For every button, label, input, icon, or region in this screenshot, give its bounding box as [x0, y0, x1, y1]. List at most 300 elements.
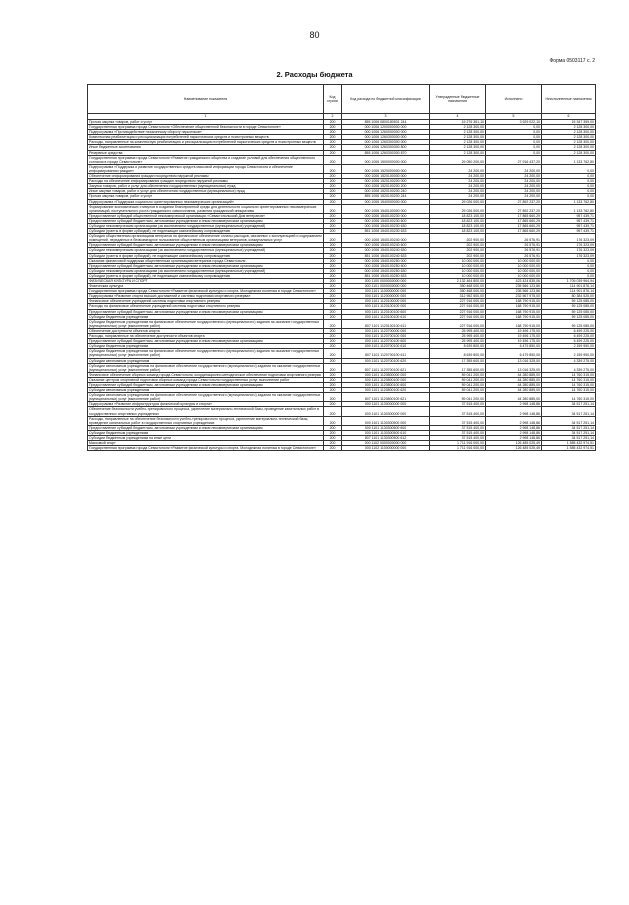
unexecuted-cell: 59 125 085,00	[542, 319, 596, 328]
column-number: 3	[342, 114, 430, 120]
indicator-name-cell: Расходы, направленные на обеспечение безопасности учебно-тренировочного процесса, укрепление материально-технической базы, проведение капитальных работ в государственных спортивных учреждениях	[88, 416, 324, 425]
approved-cell: 59 041 200,00	[430, 393, 486, 402]
line-code-cell: 200	[324, 150, 342, 155]
approved-cell: 1 711 916 000,00	[430, 441, 486, 446]
executed-cell: 24 200,00	[486, 179, 542, 184]
expenditure-table	[87, 84, 596, 451]
unexecuted-cell: 15 347 359,00	[542, 120, 596, 125]
column-number: 5	[486, 114, 542, 120]
line-code-cell: 200	[324, 309, 342, 314]
line-code-cell: 200	[324, 363, 342, 372]
unexecuted-cell: 0,00	[542, 263, 596, 268]
classification-code-cell: 000 1006 1540100240 600	[342, 243, 430, 248]
line-code-cell: 200	[324, 248, 342, 253]
approved-cell: 29 026 000,00	[430, 204, 486, 213]
table-row	[88, 155, 596, 164]
indicator-name-cell: Субсидии автономным учреждениям	[88, 358, 324, 363]
indicator-name-cell: ФИЗИЧЕСКАЯ КУЛЬТУРА И СПОРТ	[88, 279, 324, 284]
line-code-cell: 200	[324, 334, 342, 339]
classification-code-cell: 000 1006 1520100200 200	[342, 184, 430, 189]
unexecuted-cell: 957 439,71	[542, 229, 596, 234]
column-number: 6	[542, 114, 596, 120]
indicator-name-cell: Предоставление субсидий бюджетным, автономным учреждениям и иным некоммерческим организациям	[88, 243, 324, 248]
approved-cell: 8 639 800,00	[430, 349, 486, 358]
indicator-name-cell: Подпрограмма «Поддержка социально ориентированных некоммерческих организаций»	[88, 199, 324, 204]
unexecuted-cell: 34 517 251,14	[542, 436, 596, 441]
unexecuted-cell: 2 128 300,00	[542, 145, 596, 150]
indicator-name-cell: Субсидии (гранты в форме субсидий), не подлежащие казначейскому сопровождению	[88, 273, 324, 278]
unexecuted-cell: 2 128 300,00	[542, 140, 596, 145]
line-code-cell: 200	[324, 234, 342, 243]
approved-cell: 10 000 000,00	[430, 258, 486, 263]
unexecuted-cell: 0,00	[542, 189, 596, 194]
executed-cell: 26 576,91	[486, 253, 542, 258]
unexecuted-cell: 0,00	[542, 258, 596, 263]
table-header-row	[88, 85, 596, 114]
classification-code-cell: 000 1101 1130300000 000	[342, 407, 430, 416]
table-row	[88, 416, 596, 425]
indicator-name-cell: Массовый спорт	[88, 441, 324, 446]
approved-cell: 10 000 000,00	[430, 273, 486, 278]
executed-cell: 2 998 148,86	[486, 436, 542, 441]
indicator-name-cell: Подпрограмма «Развитие инфраструктуры физической культуры и спорта»	[88, 402, 324, 407]
classification-code-cell: 807 1101 1120100100 611	[342, 319, 430, 328]
unexecuted-cell: 0,00	[542, 194, 596, 199]
classification-code-cell: 000 1006 1520100200 240	[342, 189, 430, 194]
indicator-name-cell: Субсидии бюджетным учреждениям на финансовое обеспечение государственного (муниципального) задания на оказание государственных (муниципальных) услуг (выполнение работ)	[88, 349, 324, 358]
executed-cell: 0,00	[486, 150, 542, 155]
indicator-name-cell: Расходы, направленные на комплексную реабилитацию и ресоциализацию потребителей наркотических средств и психотропных веществ	[88, 140, 324, 145]
line-code-cell: 200	[324, 294, 342, 299]
classification-code-cell: 851 1006 1540100240 633	[342, 253, 430, 258]
unexecuted-cell: 0,00	[542, 164, 596, 173]
line-code-cell: 200	[324, 441, 342, 446]
executed-cell: 0,00	[486, 135, 542, 140]
unexecuted-cell: 34 517 251,14	[542, 425, 596, 430]
executed-cell: 17 865 660,29	[486, 229, 542, 234]
indicator-name-cell: Предоставление субсидий бюджетным, автономным учреждениям и иным некоммерческим организациям	[88, 382, 324, 387]
unexecuted-cell: 34 517 251,14	[542, 402, 596, 407]
unexecuted-cell: 176 323,09	[542, 234, 596, 243]
line-code-cell: 200	[324, 229, 342, 234]
classification-code-cell: 000 1006 1260000000 000	[342, 130, 430, 135]
classification-code-cell: 000 1101 1120100100 000	[342, 304, 430, 309]
approved-cell: 2 132 464 800,00	[430, 279, 486, 284]
executed-cell: 168 790 915,00	[486, 304, 542, 309]
classification-code-cell: 000 1100 0000000000 000	[342, 279, 430, 284]
line-code-cell: 200	[324, 416, 342, 425]
line-code-cell: 200	[324, 243, 342, 248]
indicator-name-cell: Государственная программа города Севастополя «Развитие физической культуры и спорта. Молодежная политика в городе Севастополе»	[88, 446, 324, 451]
unexecuted-cell: 0,00	[542, 268, 596, 273]
indicator-name-cell: Субсидии некоммерческим организациям (за исключением государственных (муниципальных) учреждений)	[88, 248, 324, 253]
unexecuted-cell: 2 159 950,00	[542, 349, 596, 358]
executed-cell: 24 200,00	[486, 164, 542, 173]
classification-code-cell: 000 1101 1120000000 000	[342, 294, 430, 299]
approved-cell: 202 900,00	[430, 253, 486, 258]
approved-cell: 18 823 100,00	[430, 223, 486, 228]
executed-cell: 27 916 437,20	[486, 155, 542, 164]
approved-cell: 25 995 400,00	[430, 328, 486, 333]
line-code-cell: 200	[324, 407, 342, 416]
line-code-cell: 200	[324, 402, 342, 407]
classification-code-cell: 000 1101 1120100100 610	[342, 314, 430, 319]
line-code-cell: 200	[324, 268, 342, 273]
approved-cell: 2 128 300,00	[430, 145, 486, 150]
classification-code-cell: 000 1102 1100000000 000	[342, 446, 430, 451]
approved-cell: 227 916 000,00	[430, 309, 486, 314]
executed-cell: 168 790 915,00	[486, 309, 542, 314]
classification-code-cell: 807 1101 1120800100 621	[342, 393, 430, 402]
approved-cell: 2 128 300,00	[430, 130, 486, 135]
indicator-name-cell: Прочая закупка товаров, работ и услуг	[88, 120, 324, 125]
unexecuted-cell: 34 517 251,14	[542, 430, 596, 435]
executed-cell: 6 479 850,00	[486, 349, 542, 358]
unexecuted-cell: 1 585 432 974,51	[542, 446, 596, 451]
classification-code-cell: 000 1101 1120800100 000	[342, 377, 430, 382]
indicator-name-cell: Подпрограмма «Развитие спорта высших достижений и системы подготовки спортивного резерва»	[88, 294, 324, 299]
unexecuted-cell: 2 128 300,00	[542, 130, 596, 135]
classification-code-cell: 000 1006 1540100230 600	[342, 218, 430, 223]
executed-cell: 2 998 148,86	[486, 407, 542, 416]
indicator-name-cell: Государственная программа города Севастополя «Развитие гражданского общества и создание условий для обеспечения общественного согласия в городе Севастополе»	[88, 155, 324, 164]
header-executed: Исполнено	[486, 85, 542, 114]
indicator-name-cell: Субсидии бюджетным учреждениям	[88, 344, 324, 349]
approved-cell: 24 200,00	[430, 179, 486, 184]
indicator-name-cell: Субсидия общественным организациям ветеранов на финансовое обеспечение оплаты расходов, связанных с эксплуатацией и содержанием помещений, переданных в безвозмездное пользование общественным организациям ветеранов, коммунальных услуг	[89, 234, 322, 243]
executed-cell: 24 200,00	[486, 189, 542, 194]
table-row	[88, 234, 596, 243]
classification-code-cell: 000 1101 1130300500 600	[342, 425, 430, 430]
executed-cell: 19 496 175,00	[486, 339, 542, 344]
classification-code-cell: 000 1101 1130000000 000	[342, 402, 430, 407]
classification-code-cell: 855 1006 1260300300 870	[342, 150, 430, 155]
indicator-name-cell: Предоставление субсидий бюджетным, автономным учреждениям и иным некоммерческим организациям	[88, 218, 324, 223]
table-row	[88, 363, 596, 372]
line-code-cell: 200	[324, 155, 342, 164]
unexecuted-cell: 1 133 762,80	[542, 199, 596, 204]
executed-cell: 0,00	[486, 125, 542, 130]
unexecuted-cell: 4 339 275,00	[542, 358, 596, 363]
classification-code-cell: 000 1101 1100000000 000	[342, 289, 430, 294]
executed-cell: 13 016 325,00	[486, 363, 542, 372]
indicator-name-cell: Субсидии бюджетным учреждениям на иные цели	[88, 436, 324, 441]
approved-cell: 17 355 600,00	[430, 358, 486, 363]
approved-cell: 25 995 400,00	[430, 334, 486, 339]
indicator-name-cell: Оказание финансовой поддержки общественным организациям ветеранов города Севастополя	[88, 258, 324, 263]
classification-code-cell: 000 1101 1120100100 600	[342, 309, 430, 314]
unexecuted-cell: 176 323,09	[542, 253, 596, 258]
approved-cell: 350 468 000,00	[430, 289, 486, 294]
line-code-cell: 200	[324, 164, 342, 173]
classification-code-cell: 000 1101 1130300500 610	[342, 430, 430, 435]
line-code-cell: 200	[324, 125, 342, 130]
classification-code-cell: 000 1006 1540100240 630	[342, 248, 430, 253]
classification-code-cell: 000 1006 1540100240 000	[342, 234, 430, 243]
approved-cell: 202 900,00	[430, 234, 486, 243]
indicator-name-cell: Субсидии некоммерческим организациям (за исключением государственных (муниципальных) учреждений)	[88, 268, 324, 273]
unexecuted-cell: 2 128 300,00	[542, 135, 596, 140]
line-code-cell: 200	[324, 328, 342, 333]
indicator-name-cell: Оказание центром спортивной подготовки сборных команд города Севастополя государственных услуг, выполнение работ	[88, 377, 324, 382]
classification-code-cell: 000 1006 1540000000 000	[342, 199, 430, 204]
approved-cell: 25 995 400,00	[430, 339, 486, 344]
unexecuted-cell: 0,00	[542, 174, 596, 179]
table-row	[88, 204, 596, 213]
executed-cell: 17 865 660,29	[486, 213, 542, 218]
classification-code-cell: 000 1006 1520100200 000	[342, 179, 430, 184]
unexecuted-cell: 14 760 315,00	[542, 388, 596, 393]
executed-cell: 10 000 000,00	[486, 263, 542, 268]
indicator-name-cell: Субсидии бюджетным учреждениям	[88, 314, 324, 319]
line-code-cell: 200	[324, 339, 342, 344]
executed-cell: 44 280 885,00	[486, 393, 542, 402]
line-code-cell: 200	[324, 213, 342, 218]
classification-code-cell: 000 1101 1120800000 000	[342, 372, 430, 377]
classification-code-cell: 000 1101 1120800100 620	[342, 388, 430, 393]
executed-cell: 235 566 123,86	[486, 284, 542, 289]
unexecuted-cell: 6 499 225,00	[542, 339, 596, 344]
approved-cell: 37 515 400,00	[430, 430, 486, 435]
header-approved: Утвержденные бюджетные назначения	[430, 85, 486, 114]
indicator-name-cell: Государственная программа города Севастополя «Развитие физической культуры и спорта. Молодежная политика в городе Севастополе»	[88, 289, 324, 294]
classification-code-cell: 851 1006 1540100230 633	[342, 229, 430, 234]
indicator-name-cell: Формирование экономических стимулов в создании благоприятной среды для деятельности социально ориентированных некоммерческих организаций, поступательного роста гражданского самосознания, развития гражданской инициативы	[88, 204, 324, 213]
approved-cell: 37 515 400,00	[430, 425, 486, 430]
classification-code-cell: 000 1101 1120700100 620	[342, 358, 430, 363]
line-code-cell: 200	[324, 377, 342, 382]
line-code-cell: 200	[324, 273, 342, 278]
table-row	[88, 349, 596, 358]
table-row	[88, 407, 596, 416]
indicator-name-cell: Подпрограмма «Поддержка и развитие государственных средств массовой информации города Севастополя и обеспечение информирования граждан»	[88, 164, 324, 173]
indicator-name-cell: Предоставление субсидий бюджетным, автономным учреждениям и иным некоммерческим организациям	[88, 339, 324, 344]
indicator-name-cell: Субсидии бюджетным учреждениям	[88, 430, 324, 435]
approved-cell: 227 916 000,00	[430, 304, 486, 309]
unexecuted-cell: 14 760 315,00	[542, 372, 596, 377]
indicator-name-cell: Подпрограмма «Противодействие незаконному обороту наркотиков»	[88, 130, 324, 135]
approved-cell: 202 900,00	[430, 243, 486, 248]
approved-cell: 2 128 300,00	[430, 135, 486, 140]
executed-cell: 27 892 237,20	[486, 199, 542, 204]
executed-cell: 24 200,00	[486, 184, 542, 189]
executed-cell: 44 280 885,00	[486, 377, 542, 382]
approved-cell: 10 000 000,00	[430, 263, 486, 268]
line-code-cell: 200	[324, 179, 342, 184]
executed-cell: 24 200,00	[486, 194, 542, 199]
line-code-cell: 200	[324, 344, 342, 349]
approved-cell: 24 200,00	[430, 194, 486, 199]
classification-code-cell: 000 1101 1120700000 000	[342, 328, 430, 333]
line-code-cell: 200	[324, 279, 342, 284]
indicator-name-cell: Физическая культура	[88, 284, 324, 289]
line-code-cell: 200	[324, 145, 342, 150]
executed-cell: 13 016 325,00	[486, 358, 542, 363]
indicator-name-cell: Субсидии автономным учреждениям на финансовое обеспечение государственного (муниципального) задания на оказание государственных (муниципальных) услуг (выполнение работ)	[88, 363, 324, 372]
indicator-name-cell: Предоставление субсидий общественной некоммерческой организации «Севастопольский Дом ветеранов»	[88, 213, 324, 218]
executed-cell: 423 424 835,06	[486, 279, 542, 284]
table-row	[88, 319, 596, 328]
executed-cell: 17 865 660,29	[486, 223, 542, 228]
line-code-cell: 200	[324, 393, 342, 402]
approved-cell: 37 515 400,00	[430, 402, 486, 407]
line-code-cell: 200	[324, 135, 342, 140]
approved-cell: 59 041 200,00	[430, 372, 486, 377]
executed-cell: 17 865 660,29	[486, 218, 542, 223]
classification-code-cell: 000 1006 1540100250 000	[342, 258, 430, 263]
page-number: 80	[309, 30, 320, 40]
executed-cell: 0,00	[486, 145, 542, 150]
line-code-cell: 200	[324, 223, 342, 228]
header-classification-code: Код расхода по бюджетной классификации	[342, 85, 430, 114]
executed-cell: 6 479 850,00	[486, 344, 542, 349]
unexecuted-cell: 1 585 432 974,51	[542, 441, 596, 446]
executed-cell: 2 998 148,86	[486, 430, 542, 435]
unexecuted-cell: 957 439,71	[542, 218, 596, 223]
line-code-cell: 200	[324, 184, 342, 189]
column-number: 1	[88, 114, 324, 120]
approved-cell: 37 515 400,00	[430, 407, 486, 416]
approved-cell: 24 200,00	[430, 174, 486, 179]
unexecuted-cell: 6 499 225,00	[542, 328, 596, 333]
approved-cell: 227 916 000,00	[430, 319, 486, 328]
approved-cell: 29 026 000,00	[430, 199, 486, 204]
classification-code-cell: 000 1101 1120700100 600	[342, 339, 430, 344]
unexecuted-cell: 59 125 085,00	[542, 299, 596, 304]
classification-code-cell: 807 1101 1120700100 621	[342, 363, 430, 372]
unexecuted-cell: 59 125 085,00	[542, 314, 596, 319]
classification-code-cell: 000 1006 1260300300 000	[342, 140, 430, 145]
line-code-cell: 200	[324, 358, 342, 363]
approved-cell: 2 128 300,00	[430, 150, 486, 155]
table-row	[88, 164, 596, 173]
approved-cell: 312 952 500,00	[430, 294, 486, 299]
executed-cell: 27 892 237,20	[486, 204, 542, 213]
unexecuted-cell: 1 133 762,80	[542, 204, 596, 213]
classification-code-cell: 000 1006 1540100000 000	[342, 204, 430, 213]
approved-cell: 29 050 200,00	[430, 155, 486, 164]
indicator-name-cell: Иные закупки товаров, работ и услуг для обеспечения государственных (муниципальных) нужд	[88, 189, 324, 194]
line-code-cell: 200	[324, 349, 342, 358]
classification-code-cell: 000 1006 1200000000 000	[342, 125, 430, 130]
classification-code-cell: 000 1101 1130300500 000	[342, 416, 430, 425]
executed-cell: 2 998 148,86	[486, 402, 542, 407]
approved-cell: 17 355 600,00	[430, 363, 486, 372]
classification-code-cell: 000 1101 1120700100 000	[342, 334, 430, 339]
form-code: Форма 0503117 с. 2	[549, 58, 595, 64]
line-code-cell: 200	[324, 130, 342, 135]
executed-cell: 2 998 148,86	[486, 425, 542, 430]
approved-cell: 202 900,00	[430, 248, 486, 253]
unexecuted-cell: 59 125 085,00	[542, 309, 596, 314]
executed-cell: 232 567 975,00	[486, 294, 542, 299]
header-line-code: Код строки	[324, 85, 342, 114]
executed-cell: 3 929 022,10	[486, 120, 542, 125]
indicator-name-cell: Расходы на финансовое обеспечение учреждений системы подготовки спортивного резерва	[88, 304, 324, 309]
line-code-cell: 200	[324, 174, 342, 179]
classification-code-cell: 000 1006 1540100250 600	[342, 263, 430, 268]
section-title: 2. Расходы бюджета	[276, 70, 353, 79]
line-code-cell: 200	[324, 284, 342, 289]
executed-cell: 19 496 175,00	[486, 334, 542, 339]
line-code-cell: 200	[324, 425, 342, 430]
executed-cell: 44 280 885,00	[486, 382, 542, 387]
classification-code-cell: 000 1006 1520000000 000	[342, 164, 430, 173]
classification-code-cell: 000 1006 1540100250 630	[342, 268, 430, 273]
indicator-name-cell: Расходы, направленные на обеспечение доступности объектов спорта	[88, 334, 324, 339]
unexecuted-cell: 4 339 275,00	[542, 363, 596, 372]
classification-code-cell: 855 1006 0800180501 244	[342, 120, 430, 125]
executed-cell: 19 496 175,00	[486, 328, 542, 333]
executed-cell: 168 790 915,00	[486, 319, 542, 328]
approved-cell: 19 276 361,10	[430, 120, 486, 125]
classification-code-cell: 851 1006 1540100250 633	[342, 273, 430, 278]
approved-cell: 24 200,00	[430, 164, 486, 173]
indicator-name-cell: Субсидии автономным учреждениям на финансовое обеспечение государственного (муниципального) задания на оказание государственных (муниципальных) услуг (выполнение работ)	[88, 393, 324, 402]
approved-cell: 18 823 100,00	[430, 213, 486, 218]
unexecuted-cell: 14 760 315,00	[542, 382, 596, 387]
executed-cell: 168 790 915,00	[486, 314, 542, 319]
indicator-name-cell: Субсидии (гранты в форме субсидий), не подлежащие казначейскому сопровождению	[88, 253, 324, 258]
line-code-cell: 200	[324, 314, 342, 319]
unexecuted-cell: 957 439,71	[542, 223, 596, 228]
line-code-cell: 200	[324, 304, 342, 309]
line-code-cell: 200	[324, 263, 342, 268]
indicator-name-cell: Предоставление субсидий бюджетным, автономным учреждениям и иным некоммерческим организациям	[88, 263, 324, 268]
indicator-name-cell: Закупка товаров, работ и услуг для обеспечения государственных (муниципальных) нужд	[88, 184, 324, 189]
table-row	[88, 393, 596, 402]
unexecuted-cell: 2 159 950,00	[542, 344, 596, 349]
line-code-cell: 200	[324, 299, 342, 304]
line-code-cell: 200	[324, 446, 342, 451]
approved-cell: 1 711 916 000,00	[430, 446, 486, 451]
line-code-cell: 200	[324, 289, 342, 294]
executed-cell: 235 566 123,86	[486, 289, 542, 294]
executed-cell: 26 576,91	[486, 234, 542, 243]
approved-cell: 59 041 200,00	[430, 388, 486, 393]
unexecuted-cell: 0,00	[542, 273, 596, 278]
unexecuted-cell: 957 439,71	[542, 213, 596, 218]
executed-cell: 126 485 025,49	[486, 446, 542, 451]
approved-cell: 59 041 200,00	[430, 382, 486, 387]
indicator-name-cell: Прочая закупка товаров, работ и услуг	[88, 194, 324, 199]
executed-cell: 126 485 025,49	[486, 441, 542, 446]
unexecuted-cell: 114 901 876,14	[542, 284, 596, 289]
indicator-name-cell: Предоставление субсидий бюджетным, автономным учреждениям и иным некоммерческим организациям	[88, 425, 324, 430]
indicator-name-cell: Предоставление субсидий бюджетным, автономным учреждениям и иным некоммерческим организациям	[88, 309, 324, 314]
unexecuted-cell: 2 128 300,00	[542, 125, 596, 130]
approved-cell: 18 823 100,00	[430, 218, 486, 223]
line-code-cell: 200	[324, 140, 342, 145]
column-number: 2	[324, 114, 342, 120]
executed-cell: 44 280 885,00	[486, 388, 542, 393]
line-code-cell: 200	[324, 436, 342, 441]
line-code-cell: 200	[324, 382, 342, 387]
executed-cell: 24 200,00	[486, 174, 542, 179]
unexecuted-cell: 0,00	[542, 179, 596, 184]
unexecuted-cell: 6 499 225,00	[542, 334, 596, 339]
line-code-cell: 200	[324, 430, 342, 435]
classification-code-cell: 807 1101 1130300500 612	[342, 436, 430, 441]
indicator-name-cell: Обеспечение доступности объектов спорта	[88, 328, 324, 333]
unexecuted-cell: 1 133 762,80	[542, 155, 596, 164]
executed-cell: 26 576,91	[486, 243, 542, 248]
line-code-cell: 200	[324, 120, 342, 125]
line-code-cell: 200	[324, 388, 342, 393]
approved-cell: 10 000 000,00	[430, 268, 486, 273]
approved-cell: 8 639 800,00	[430, 344, 486, 349]
column-number: 4	[430, 114, 486, 120]
